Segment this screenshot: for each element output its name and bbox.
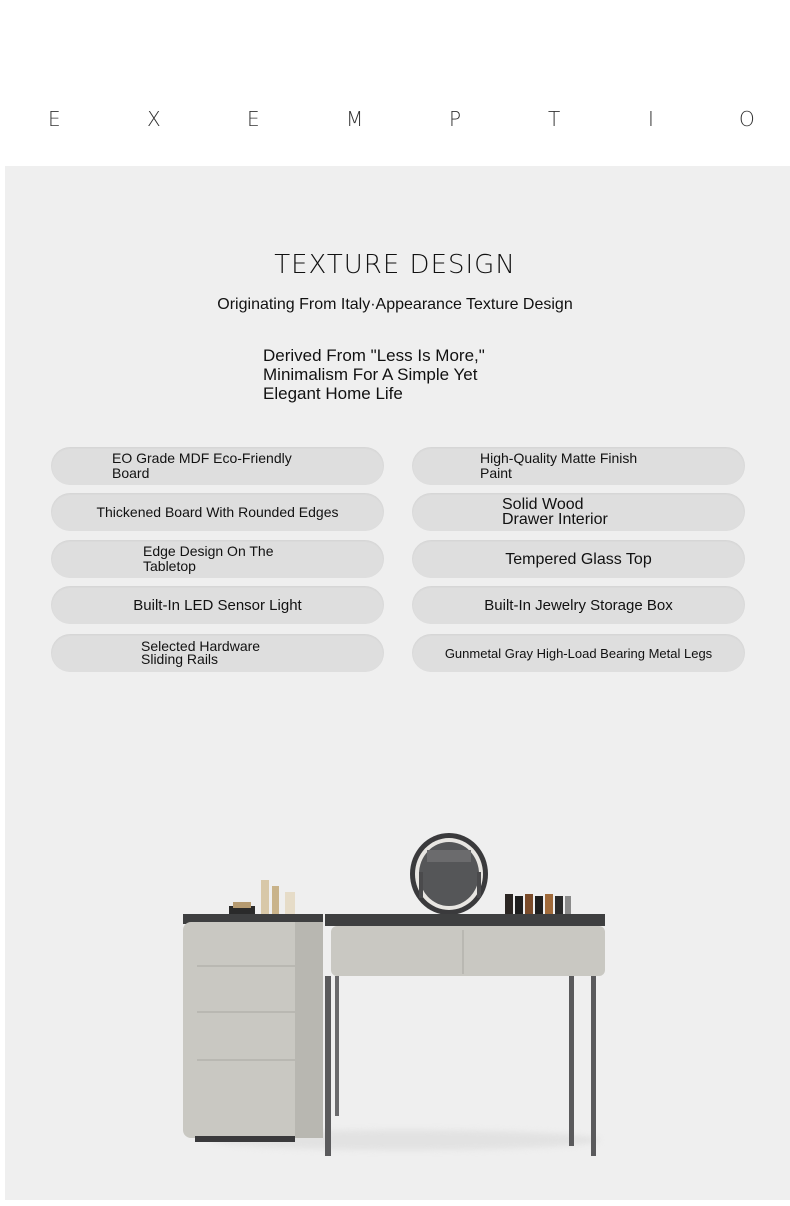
- feature-label: Tempered Glass Top: [505, 550, 652, 568]
- feature-label: Selected Hardware: [141, 638, 261, 654]
- feature-pill: [51, 540, 384, 578]
- feature-pill: [51, 447, 384, 485]
- feature-pill: [51, 634, 384, 672]
- desk-leg: [569, 976, 574, 1146]
- brand-header: [0, 0, 790, 166]
- brand-letter: O: [739, 107, 755, 131]
- feature-label: Thickened Board With Rounded Edges: [96, 503, 339, 520]
- desk-leg: [335, 976, 339, 1116]
- brand-letter: M: [346, 107, 364, 131]
- feature-label: Paint: [480, 465, 512, 481]
- feature-label: Edge Design On The: [143, 543, 274, 559]
- bottom-strip: [0, 1200, 790, 1206]
- tagline-line: Derived From "Less Is More,": [263, 346, 485, 365]
- feature-label: Built-In Jewelry Storage Box: [484, 596, 673, 614]
- feature-label: Tabletop: [143, 558, 196, 574]
- feature-pill: [412, 540, 745, 578]
- feature-pill: [412, 586, 745, 624]
- section-subtitle: Originating From Italy·Appearance Texture Design: [217, 296, 573, 313]
- desk-leg: [325, 976, 331, 1156]
- tagline-line: Elegant Home Life: [263, 384, 403, 403]
- round-mirror: [410, 833, 488, 924]
- feature-label: Built-In LED Sensor Light: [133, 596, 302, 614]
- feature-pill: [51, 586, 384, 624]
- drawer-cabinet: [183, 914, 323, 1142]
- cabinet-items: [229, 880, 295, 916]
- brand-letter: P: [449, 107, 462, 131]
- brand-letter: I: [648, 107, 654, 131]
- feature-label: Board: [112, 465, 150, 481]
- feature-label: Gunmetal Gray High-Load Bearing Metal Legs: [444, 645, 713, 661]
- glass-top: [325, 914, 605, 926]
- desk-apron: [331, 926, 605, 976]
- brand-letter: T: [548, 107, 561, 131]
- feature-pill: [412, 447, 745, 485]
- feature-label: Solid Wood: [502, 496, 584, 513]
- feature-pill: [412, 493, 745, 531]
- feature-pill: [51, 493, 384, 531]
- feature-label: EO Grade MDF Eco-Friendly: [112, 450, 292, 466]
- feature-label: High-Quality Matte Finish: [480, 450, 638, 466]
- tagline-quote: [263, 346, 543, 403]
- feature-label: Sliding Rails: [141, 651, 219, 667]
- vanity-desk-image: [175, 830, 615, 1160]
- feature-pill: [412, 634, 745, 672]
- section-title: TEXTURE DESIGN: [274, 250, 516, 280]
- desk-leg: [591, 976, 596, 1156]
- feature-label: Drawer Interior: [502, 511, 608, 528]
- brand-letter: E: [247, 107, 260, 131]
- tagline-line: Minimalism For A Simple Yet: [263, 365, 478, 384]
- brand-letter: X: [147, 107, 161, 131]
- brand-letter: E: [48, 107, 61, 131]
